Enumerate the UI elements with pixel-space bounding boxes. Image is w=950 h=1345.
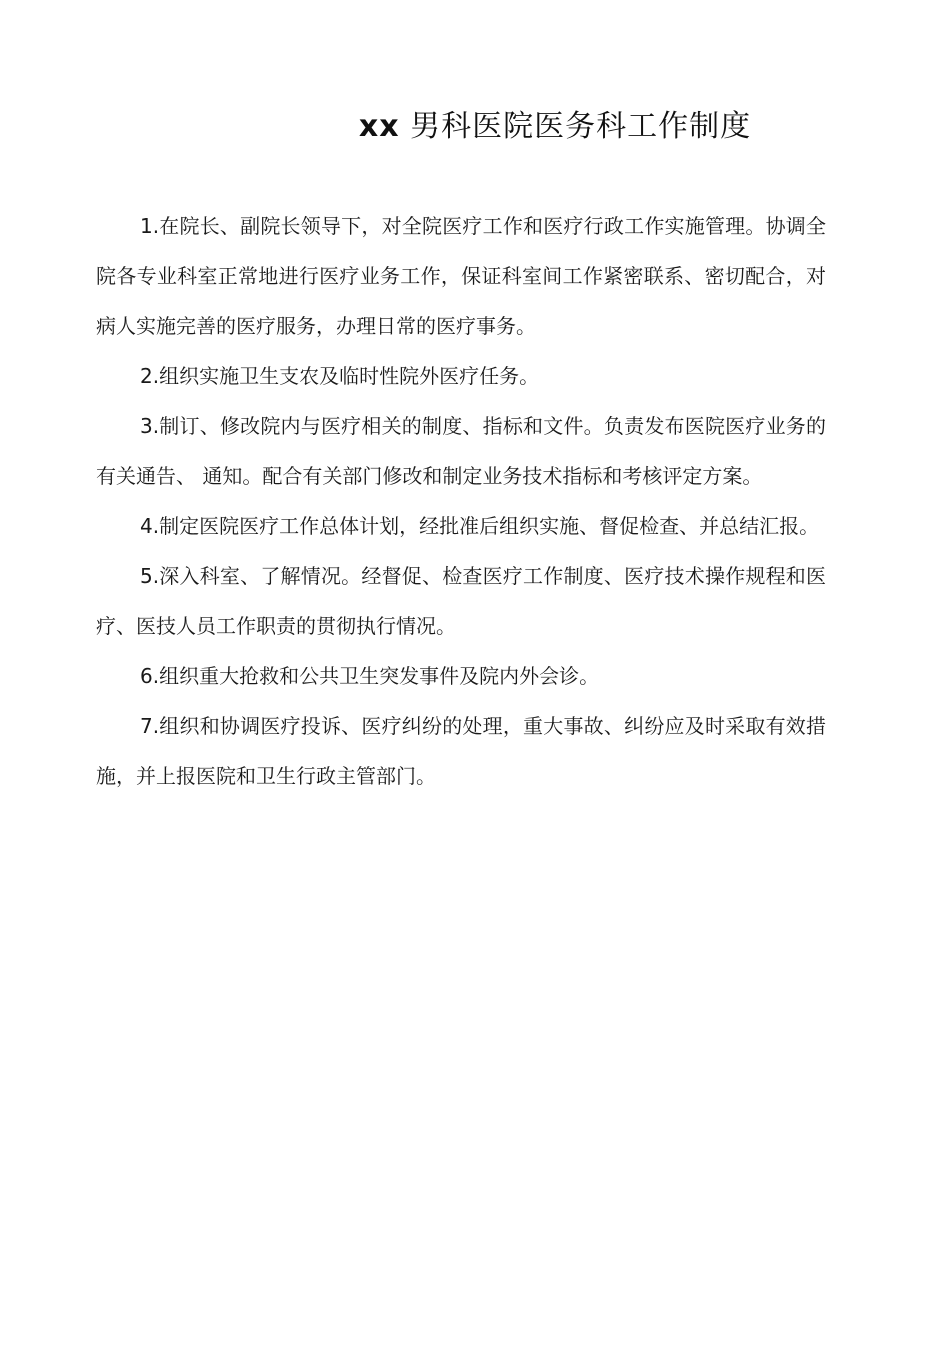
paragraph-3: 3.制订、修改院内与医疗相关的制度、指标和文件。负责发布医院医疗业务的有关通告、 通知。配合有关部门修改和制定业务技术指标和考核评定方案。 — [96, 414, 826, 488]
paragraph-7: 7.组织和协调医疗投诉、医疗纠纷的处理，重大事故、纠纷应及时采取有效措施，并上报医院和卫生行政主管部门。 — [96, 714, 826, 788]
paragraph-1: 1.在院长、副院长领导下，对全院医疗工作和医疗行政工作实施管理。协调全院各专业科室正常地进行医疗业务工作，保证科室间工作紧密联系、密切配合，对病人实施完善的医疗服务，办理日常的医疗事务。 — [96, 214, 826, 338]
paragraph-4: 4.制定医院医疗工作总体计划，经批准后组织实施、督促检查、并总结汇报。 — [140, 514, 820, 538]
paragraph-5: 5.深入科室、了解情况。经督促、检查医疗工作制度、医疗技术操作规程和医疗、医技人员工作职责的贯彻执行情况。 — [96, 564, 826, 638]
document-body — [96, 201, 826, 801]
page-title — [0, 105, 950, 149]
title-main: 男科医院医务科工作制度 — [410, 109, 752, 144]
title-prefix: xx — [358, 109, 400, 144]
paragraph-6: 6.组织重大抢救和公共卫生突发事件及院内外会诊。 — [140, 664, 600, 688]
paragraph-2: 2.组织实施卫生支农及临时性院外医疗任务。 — [140, 364, 540, 388]
